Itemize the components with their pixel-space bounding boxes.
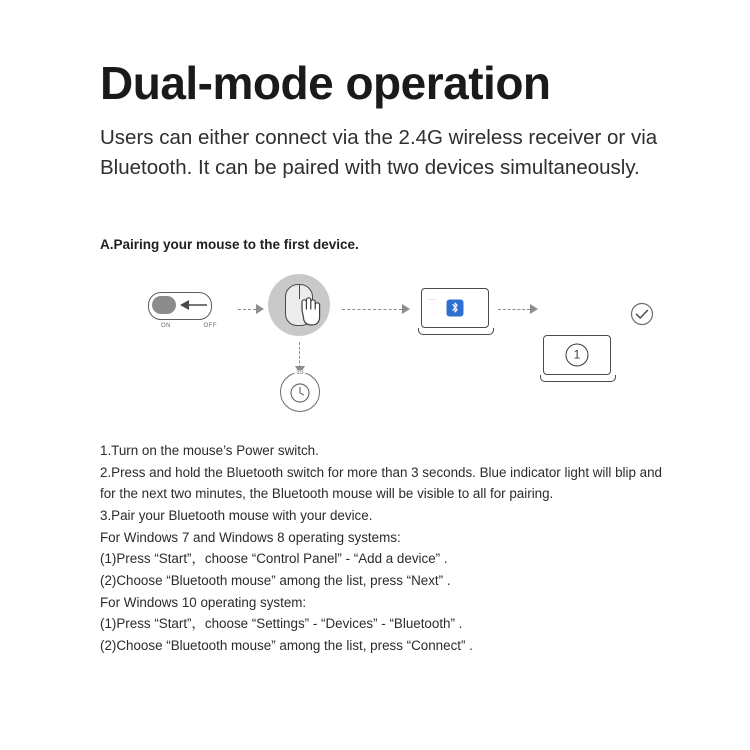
power-switch-icon (148, 292, 212, 320)
switch-direction-arrow-icon (180, 297, 208, 313)
arrow-laptop-to-device (498, 304, 538, 316)
switch-on-label: ON (161, 322, 171, 329)
switch-labels (161, 323, 217, 329)
step-line-2: 2.Press and hold the Bluetooth switch for more than 3 seconds. Blue indicator light will blip and for the next two minutes, the Bluetooth mouse will be visible to all for pairing. (100, 464, 662, 502)
step-line-5: (1)Press “Start”，choose “Control Panel” - “Add a device” . (100, 551, 448, 567)
arrow-switch-to-mouse (238, 304, 264, 316)
laptop-bluetooth-node (418, 288, 492, 335)
power-switch-node (148, 292, 230, 329)
laptop-dots: ... (428, 294, 437, 302)
laptop-base (540, 375, 616, 382)
arrow-mouse-to-laptop (342, 304, 412, 316)
switch-knob (152, 296, 176, 314)
arrow-mouse-to-timer (299, 342, 300, 368)
hand-pointer-icon (298, 296, 324, 326)
section-heading: A.Pairing your mouse to the first device. (100, 236, 359, 252)
intro-paragraph: Users can either connect via the 2.4G wireless receiver or via Bluetooth. It can be paired with two devices simultaneously. (100, 125, 658, 179)
check-circle-icon (630, 302, 654, 326)
step-line-1: 1.Turn on the mouse’s Power switch. (100, 442, 319, 458)
laptop-screen (421, 288, 489, 328)
mouse-press-node (268, 274, 330, 336)
steps-text (100, 440, 680, 657)
timer-icon (280, 369, 320, 412)
step-line-8: (1)Press “Start”，choose “Settings” - “Devices” - “Bluetooth” . (100, 616, 463, 632)
laptop-device-node (540, 335, 614, 382)
step-line-7: For Windows 10 operating system: (100, 594, 307, 610)
bluetooth-icon (447, 299, 464, 316)
laptop-screen (543, 335, 611, 375)
switch-off-label: OFF (203, 322, 217, 329)
step-line-6: (2)Choose “Bluetooth mouse” among the list, press “Next” . (100, 573, 451, 589)
page-title: Dual-mode operation (100, 57, 551, 109)
bluetooth-glyph-icon (451, 302, 460, 314)
mouse-press-icon (268, 274, 330, 336)
timer-label: 3S (296, 369, 304, 376)
step-line-3: 3.Pair your Bluetooth mouse with your device. (100, 507, 373, 523)
step-line-4: For Windows 7 and Windows 8 operating systems: (100, 529, 401, 545)
step-line-9: (2)Choose “Bluetooth mouse” among the list, press “Connect” . (100, 638, 473, 654)
check-node (630, 302, 654, 331)
timer-node (280, 369, 320, 412)
pairing-diagram (100, 274, 680, 434)
laptop-base (418, 328, 494, 335)
device-number-badge: 1 (566, 343, 589, 366)
stopwatch-glyph-icon (281, 373, 319, 411)
